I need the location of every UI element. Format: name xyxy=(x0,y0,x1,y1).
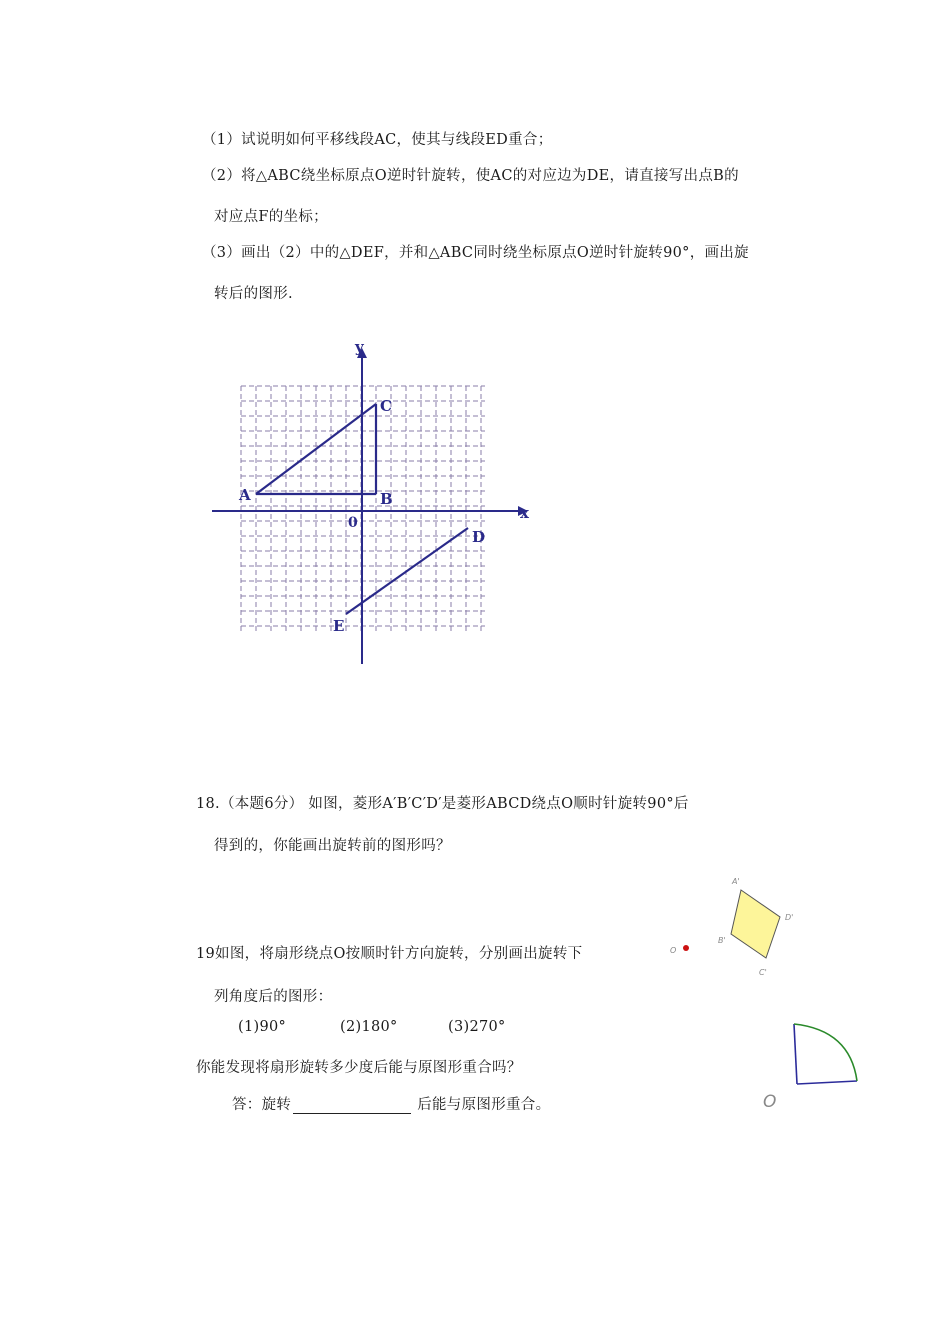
coordinate-grid-figure xyxy=(200,335,540,675)
rhombus-B-label: B' xyxy=(718,936,726,945)
q17-line-3: 对应点F的坐标； xyxy=(214,209,328,225)
q19-answer-line xyxy=(232,1093,550,1114)
sector-radius-2 xyxy=(797,1081,857,1084)
point-D-label: D xyxy=(472,528,486,546)
q17-line-2: （2）将△ABC绕坐标原点O逆时针旋转，使AC的对应边为DE，请直接写出点B的 xyxy=(202,168,739,184)
point-A-label: A xyxy=(239,486,251,504)
sector-O-label: O xyxy=(763,1092,777,1112)
sector-arc xyxy=(794,1024,857,1081)
q19-option-270: (3)270° xyxy=(448,1019,506,1035)
rhombus-figure xyxy=(660,870,810,980)
q17-line-5: 转后的图形. xyxy=(214,286,293,302)
point-B-label: B xyxy=(380,490,393,508)
answer-suffix: 后能与原图形重合。 xyxy=(417,1097,551,1113)
rhombus-A-prime-B-prime-C-prime-D-prime xyxy=(731,890,780,958)
q18-line-2: 得到的，你能画出旋转前的图形吗？ xyxy=(214,838,451,854)
point-O-marker xyxy=(683,945,689,951)
rhombus-C-label: C' xyxy=(759,968,767,977)
rhombus-A-label: A' xyxy=(732,877,740,886)
q19-option-180: (2)180° xyxy=(340,1019,398,1035)
q19-line-2: 列角度后的图形： xyxy=(214,989,333,1005)
segment-ED xyxy=(346,528,468,614)
q17-line-4: （3）画出（2）中的△DEF，并和△ABC同时绕坐标原点O逆时针旋转90°，画出旋 xyxy=(202,245,749,261)
rhombus-O-label: O xyxy=(670,946,677,955)
point-E-label: E xyxy=(333,617,345,635)
q19-line-1: 19如图，将扇形绕点O按顺时针方向旋转，分别画出旋转下 xyxy=(196,946,583,962)
segment-AC xyxy=(256,404,376,494)
rhombus-D-label: D' xyxy=(785,913,794,922)
answer-blank[interactable] xyxy=(293,1099,411,1114)
sector-figure xyxy=(760,1015,870,1115)
origin-label: 0 xyxy=(348,515,358,531)
sector-radius-1 xyxy=(794,1024,797,1084)
q18-line-1: 18.（本题6分） 如图，菱形A′B′C′D′是菱形ABCD绕点O顺时针旋转90°后 xyxy=(196,796,689,812)
x-axis-label: x xyxy=(520,504,529,522)
point-C-label: C xyxy=(380,397,392,415)
q19-line-3: 你能发现将扇形旋转多少度后能与原图形重合吗？ xyxy=(196,1060,522,1076)
answer-prefix: 答：旋转 xyxy=(232,1097,292,1113)
y-axis-label: y xyxy=(355,338,364,356)
q17-line-1: （1）试说明如何平移线段AC，使其与线段ED重合； xyxy=(202,132,553,148)
q19-option-90: (1)90° xyxy=(238,1019,287,1035)
